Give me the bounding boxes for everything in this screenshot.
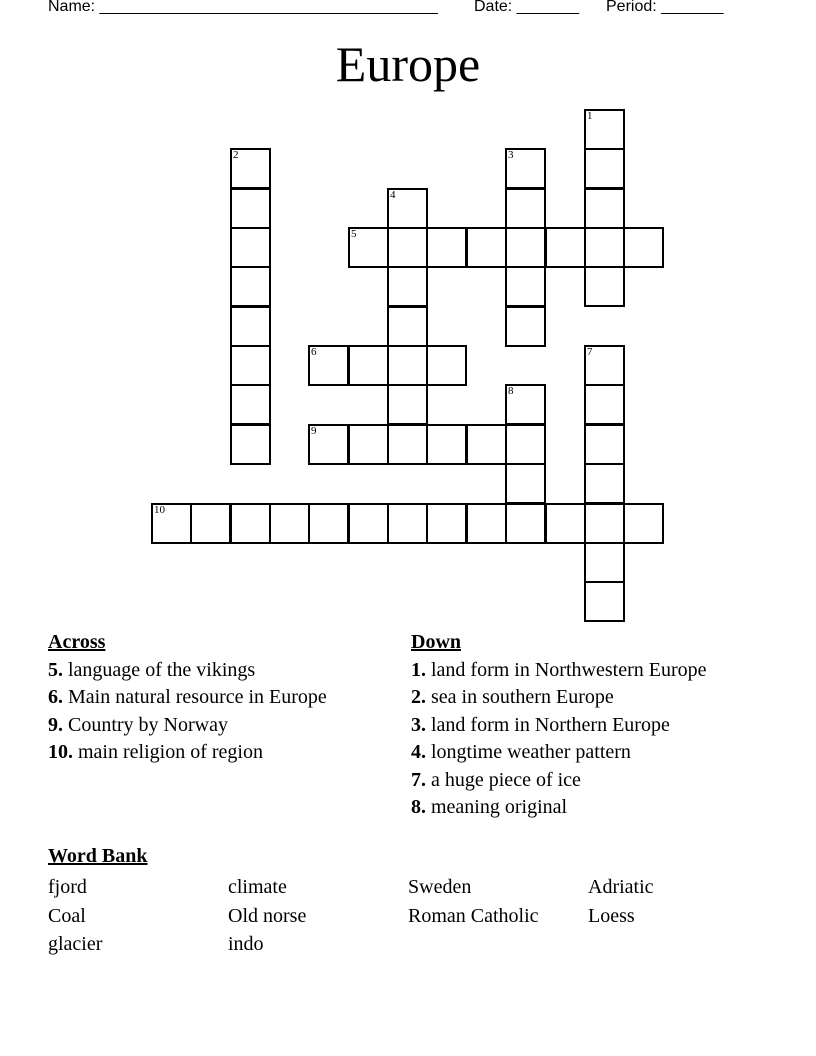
crossword-cell[interactable] <box>230 424 271 465</box>
crossword-cell[interactable] <box>387 266 428 307</box>
clue-down-4: 4. longtime weather pattern <box>411 741 631 763</box>
crossword-cell[interactable] <box>348 503 389 544</box>
crossword-cell[interactable] <box>584 188 625 229</box>
crossword-cell[interactable] <box>584 463 625 504</box>
crossword-cell[interactable] <box>584 424 625 465</box>
crossword-cell[interactable] <box>348 424 389 465</box>
page-title: Europe <box>335 36 481 92</box>
clue-down-2: 2. sea in southern Europe <box>411 686 614 708</box>
crossword-cell[interactable] <box>545 227 586 268</box>
crossword-cell[interactable] <box>466 227 507 268</box>
crossword-cell[interactable] <box>230 503 271 544</box>
clue-number: 1 <box>587 110 593 122</box>
crossword-cell[interactable] <box>584 109 625 150</box>
clue-down-8: 8. meaning original <box>411 796 568 818</box>
name-field[interactable]: Name: ______________________________________ <box>48 0 438 15</box>
crossword-cell[interactable] <box>230 384 271 425</box>
crossword-cell[interactable] <box>308 424 349 465</box>
clue-number: 2 <box>233 149 239 161</box>
down-clues <box>411 629 706 822</box>
word-bank-word: Loess <box>588 905 635 927</box>
down-heading: Down <box>411 631 462 653</box>
clue-number: 3 <box>508 149 514 161</box>
date-field[interactable]: Date: _______ <box>474 0 579 15</box>
clue-number: 4 <box>390 189 396 201</box>
clue-number: 5 <box>351 228 357 240</box>
crossword-cell[interactable] <box>387 503 428 544</box>
crossword-cell[interactable] <box>387 188 428 229</box>
crossword-cell[interactable] <box>387 227 428 268</box>
crossword-cell[interactable] <box>505 227 546 268</box>
crossword-cell[interactable] <box>466 503 507 544</box>
crossword-cell[interactable] <box>584 384 625 425</box>
crossword-cell[interactable] <box>230 227 271 268</box>
word-bank-word: Roman Catholic <box>408 905 539 927</box>
clue-down-7: 7. a huge piece of ice <box>411 768 581 791</box>
clue-across-6: 6. Main natural resource in Europe <box>48 686 327 708</box>
word-bank-word: Adriatic <box>588 876 654 898</box>
clue-number: 8 <box>508 385 514 397</box>
crossword-cell[interactable] <box>505 463 546 504</box>
crossword-cell[interactable] <box>387 384 428 425</box>
word-bank-word: glacier <box>48 933 103 955</box>
crossword-cell[interactable] <box>426 345 467 386</box>
clue-down-1: 1. land form in Northwestern Europe <box>411 658 707 681</box>
crossword-cell[interactable] <box>505 188 546 229</box>
clue-across-10: 10. main religion of region <box>48 741 263 763</box>
crossword-cell[interactable] <box>190 503 231 544</box>
crossword-cell[interactable] <box>623 503 664 544</box>
word-bank-word: fjord <box>48 876 87 898</box>
clue-across-5: 5. language of the vikings <box>48 658 256 681</box>
word-bank-word: Coal <box>48 905 86 927</box>
crossword-cell[interactable] <box>584 266 625 307</box>
clue-across-9: 9. Country by Norway <box>48 713 228 736</box>
crossword-cell[interactable] <box>584 542 625 583</box>
crossword-cell[interactable] <box>466 424 507 465</box>
crossword-cell[interactable] <box>151 503 192 544</box>
crossword-cell[interactable] <box>308 503 349 544</box>
word-bank-word: Sweden <box>408 876 472 898</box>
crossword-cell[interactable] <box>584 148 625 189</box>
crossword-cell[interactable] <box>505 384 546 425</box>
clue-number: 7 <box>587 346 593 358</box>
across-heading: Across <box>48 631 106 653</box>
word-bank-word: indo <box>228 933 264 955</box>
crossword-cell[interactable] <box>584 503 625 544</box>
crossword-cell[interactable] <box>505 266 546 307</box>
crossword-cell[interactable] <box>269 503 310 544</box>
crossword-cell[interactable] <box>545 503 586 544</box>
crossword-cell[interactable] <box>623 227 664 268</box>
crossword-cell[interactable] <box>426 503 467 544</box>
crossword-cell[interactable] <box>387 424 428 465</box>
crossword-cell[interactable] <box>230 345 271 386</box>
crossword-cell[interactable] <box>348 227 389 268</box>
crossword-cell[interactable] <box>505 503 546 544</box>
across-clues <box>48 629 327 767</box>
crossword-cell[interactable] <box>308 345 349 386</box>
word-bank-word: Old norse <box>228 905 307 927</box>
crossword-cell[interactable] <box>584 227 625 268</box>
crossword-cell[interactable] <box>387 345 428 386</box>
clue-number: 10 <box>154 504 165 516</box>
clue-number: 9 <box>311 425 317 437</box>
crossword-cell[interactable] <box>584 345 625 386</box>
crossword-cell[interactable] <box>426 424 467 465</box>
crossword-cell[interactable] <box>230 188 271 229</box>
word-bank-heading: Word Bank <box>48 845 148 867</box>
crossword-cell[interactable] <box>348 345 389 386</box>
crossword-cell[interactable] <box>230 148 271 189</box>
crossword-cell[interactable] <box>505 306 546 347</box>
crossword-cell[interactable] <box>426 227 467 268</box>
period-field[interactable]: Period: _______ <box>606 0 724 15</box>
crossword-cell[interactable] <box>505 424 546 465</box>
crossword-cell[interactable] <box>230 306 271 347</box>
crossword-cell[interactable] <box>387 306 428 347</box>
word-bank-word: climate <box>228 876 287 898</box>
crossword-cell[interactable] <box>230 266 271 307</box>
crossword-cell[interactable] <box>584 581 625 622</box>
clue-number: 6 <box>311 346 317 358</box>
crossword-cell[interactable] <box>505 148 546 189</box>
clue-down-3: 3. land form in Northern Europe <box>411 713 670 736</box>
student-info-line <box>48 0 768 20</box>
